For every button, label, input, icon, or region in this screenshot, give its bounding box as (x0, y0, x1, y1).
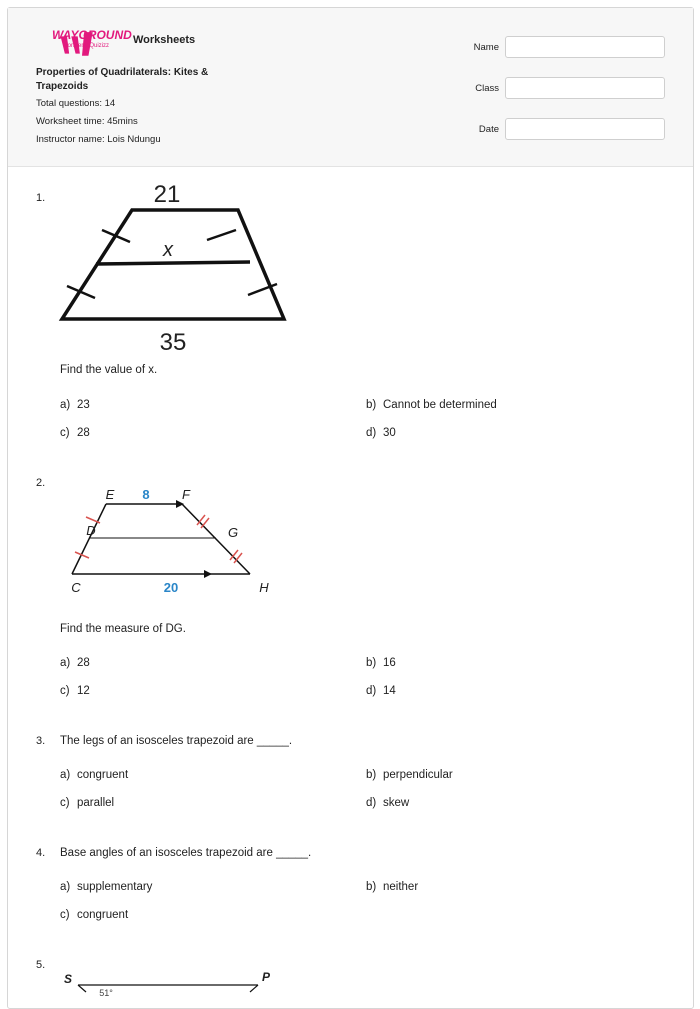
option-b[interactable] (366, 769, 453, 781)
option-text: 16 (383, 657, 396, 669)
vertex-label-d: D (86, 523, 96, 538)
question-number: 1. (36, 192, 46, 204)
option-text: perpendicular (383, 769, 453, 781)
option-letter: a) (60, 399, 71, 411)
date-field[interactable] (505, 118, 665, 140)
option-a[interactable] (60, 881, 152, 893)
question-text: The legs of an isosceles trapezoid are _____. (60, 735, 293, 747)
option-c[interactable] (60, 427, 90, 439)
option-letter: d) (366, 427, 377, 439)
total-questions: Total questions: 14 (36, 98, 116, 109)
option-text: 28 (77, 427, 90, 439)
question-number: 5. (36, 959, 46, 971)
worksheet-page (7, 7, 694, 1009)
option-c[interactable] (60, 685, 90, 697)
option-text: 30 (383, 427, 396, 439)
section-title: Worksheets (133, 34, 196, 46)
option-b[interactable] (366, 657, 396, 669)
question-text: Find the value of x. (60, 364, 158, 376)
option-b[interactable] (366, 399, 497, 411)
option-letter: b) (366, 769, 377, 781)
option-letter: b) (366, 881, 377, 893)
option-a[interactable] (60, 769, 128, 781)
vertex-label-p: P (261, 970, 271, 984)
name-label: Name (473, 42, 499, 53)
vertex-label-s: S (63, 972, 73, 986)
option-letter: d) (366, 797, 377, 809)
vertex-label-h: H (259, 580, 269, 595)
figure-midsegment-label: x (163, 239, 173, 261)
instructor-name: Instructor name: Lois Ndungu (36, 134, 161, 145)
option-d[interactable] (366, 685, 396, 697)
option-text: 14 (383, 685, 396, 697)
date-label: Date (478, 124, 499, 135)
figure-bottom-base-label: 35 (159, 329, 187, 356)
option-text: neither (383, 881, 419, 893)
angle-label: 51° (99, 988, 113, 998)
option-letter: a) (60, 881, 71, 893)
option-text: 28 (77, 657, 90, 669)
trapezoid-figure-spqr (60, 970, 280, 998)
trapezoid-figure-cefh (60, 480, 280, 595)
class-label: Class (475, 83, 499, 94)
option-text: congruent (77, 909, 129, 921)
option-text: 23 (77, 399, 90, 411)
side-ef-length: 8 (142, 487, 150, 502)
option-b[interactable] (366, 881, 418, 893)
worksheet-header (8, 8, 693, 167)
trapezoid-midsegment-figure (52, 180, 292, 356)
question-text: Base angles of an isosceles trapezoid are _____. (60, 847, 312, 859)
worksheet-time: Worksheet time: 45mins (36, 116, 138, 127)
option-a[interactable] (60, 399, 90, 411)
class-field[interactable] (505, 77, 665, 99)
vertex-label-c: C (71, 580, 81, 595)
option-letter: c) (60, 797, 70, 809)
question-number: 2. (36, 477, 46, 489)
option-letter: a) (60, 769, 71, 781)
vertex-label-f: F (182, 487, 190, 502)
option-letter: c) (60, 685, 70, 697)
option-letter: b) (366, 657, 377, 669)
option-c[interactable] (60, 909, 128, 921)
option-letter: c) (60, 909, 70, 921)
option-text: supplementary (77, 881, 153, 893)
option-a[interactable] (60, 657, 90, 669)
question-number: 3. (36, 735, 46, 747)
question-number: 4. (36, 847, 46, 859)
vertex-label-g: G (227, 525, 239, 540)
option-letter: c) (60, 427, 70, 439)
side-ch-length: 20 (163, 580, 179, 595)
option-letter: d) (366, 685, 377, 697)
name-field[interactable] (505, 36, 665, 58)
worksheet-title: Properties of Quadrilaterals: Kites & Trapezoids (36, 67, 209, 92)
option-c[interactable] (60, 797, 114, 809)
option-text: Cannot be determined (383, 399, 497, 411)
option-text: congruent (77, 769, 129, 781)
question-text: Find the measure of DG. (60, 623, 186, 635)
figure-top-base-label: 21 (153, 181, 181, 208)
option-d[interactable] (366, 427, 396, 439)
option-d[interactable] (366, 797, 409, 809)
option-text: parallel (77, 797, 115, 809)
option-letter: a) (60, 657, 71, 669)
vertex-label-e: E (105, 487, 115, 502)
option-text: skew (383, 797, 410, 809)
brand-name: WAYGROUND (52, 28, 132, 42)
brand-subtitle: formerly Quizizz (66, 43, 110, 49)
option-letter: b) (366, 399, 377, 411)
option-text: 12 (77, 685, 90, 697)
